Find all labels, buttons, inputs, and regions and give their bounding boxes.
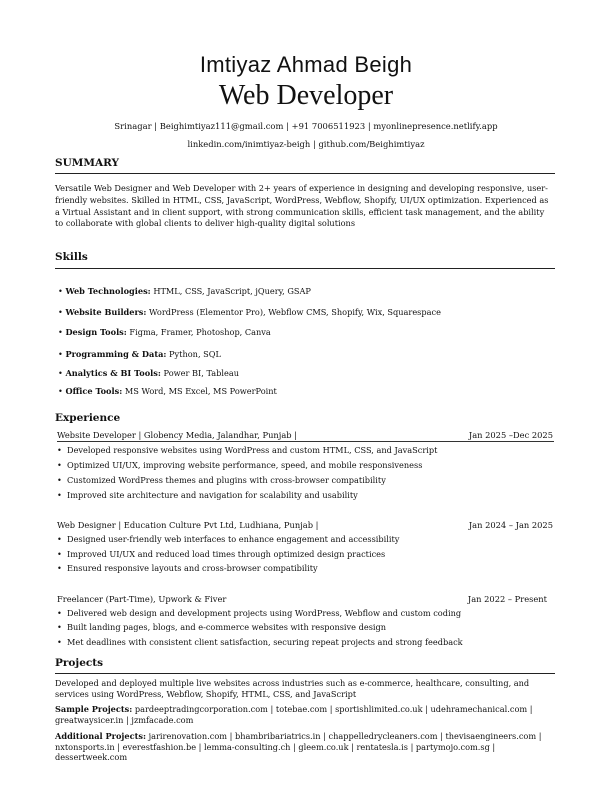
job-bullet-text: Optimized UI/UX, improving website performance, speed, and mobile responsiveness <box>67 460 423 470</box>
job-bullet-text: Delivered web design and development projects using WordPress, Webflow and custom coding <box>67 608 462 618</box>
sample-projects-line: pardeeptradingcorporation.com | totebae.com | sportishlimited.co.uk | udehramechanical.com | <box>132 704 533 714</box>
job-bullet-text: Customized WordPress themes and plugins with cross-browser compatibility <box>67 475 386 485</box>
job-bullet-text: Improved UI/UX and reduced load times through optimized design practices <box>67 549 386 559</box>
job-bullet: • Met deadlines with consistent client satisfaction, securing repeat projects and strong feedback <box>57 637 463 647</box>
job-bullet-text: Built landing pages, blogs, and e-commerce websites with responsive design <box>67 622 387 632</box>
skill-value: MS Word, MS Excel, MS PowerPoint <box>122 386 277 396</box>
skill-item: • Programming & Data: Python, SQL <box>58 349 221 359</box>
skills-divider <box>55 268 555 269</box>
skill-label: Programming & Data: <box>65 349 167 359</box>
skill-label: Office Tools: <box>65 386 123 396</box>
sample-projects <box>55 704 555 725</box>
candidate-name: Imtiyaz Ahmad Beigh <box>199 52 413 77</box>
contact-line-1: Srinagar | Beighimtiyaz111@gmail.com | +91 7006511923 | myonlinepresence.netlify.app <box>114 121 498 131</box>
skill-item: • Web Technologies: HTML, CSS, JavaScript, jQuery, GSAP <box>58 286 311 296</box>
summary-divider <box>55 173 555 174</box>
sample-projects-label: Sample Projects: <box>55 704 133 714</box>
skill-value: HTML, CSS, JavaScript, jQuery, GSAP <box>150 286 311 296</box>
job-bullet: • Improved site architecture and navigation for scalability and usability <box>57 490 358 500</box>
job-dates: Jan 2022 – Present <box>467 594 547 604</box>
job-bullet: • Developed responsive websites using WordPress and custom HTML, CSS, and JavaScript <box>57 445 438 455</box>
job-bullet: • Ensured responsive layouts and cross-browser compatibility <box>57 563 318 573</box>
additional-projects-line: dessertweek.com <box>55 752 128 762</box>
skill-value: WordPress (Elementor Pro), Webflow CMS, Shopify, Wix, Squarespace <box>146 307 441 317</box>
skill-item: • Office Tools: MS Word, MS Excel, MS PowerPoint <box>58 386 277 396</box>
projects-intro <box>55 678 555 699</box>
skill-value: Figma, Framer, Photoshop, Canva <box>126 327 271 337</box>
job-bullet: • Built landing pages, blogs, and e-commerce websites with responsive design <box>57 622 387 632</box>
contact-line-2: linkedin.com/inimtiyaz-beigh | github.com/Beighimtiyaz <box>187 139 425 149</box>
job-dates: Jan 2024 – Jan 2025 <box>468 520 553 530</box>
job-bullet: • Optimized UI/UX, improving website performance, speed, and mobile responsiveness <box>57 460 423 470</box>
skill-label: Design Tools: <box>65 327 127 337</box>
skill-value: Python, SQL <box>166 349 221 359</box>
job-bullet-text: Met deadlines with consistent client satisfaction, securing repeat projects and strong feedback <box>67 637 463 647</box>
job-bullet: • Improved UI/UX and reduced load times through optimized design practices <box>57 549 386 559</box>
summary-line: Versatile Web Designer and Web Developer with 2+ years of experience in designing and developing responsive, user- <box>55 183 548 193</box>
job-bullet-text: Developed responsive websites using WordPress and custom HTML, CSS, and JavaScript <box>67 445 438 455</box>
skill-item: • Website Builders: WordPress (Elementor Pro), Webflow CMS, Shopify, Wix, Squarespace <box>58 307 441 317</box>
job-divider <box>57 441 554 442</box>
job-bullet: • Customized WordPress themes and plugins with cross-browser compatibility <box>57 475 386 485</box>
skill-label: Website Builders: <box>65 307 147 317</box>
projects-intro-line: Developed and deployed multiple live websites across industries such as e-commerce, healthcare, consulting, and <box>55 678 530 688</box>
job-bullet: • Designed user-friendly web interfaces to enhance engagement and accessibility <box>57 534 400 544</box>
additional-projects-line: jarirenovation.com | bhambribariatrics.in | chappelledrycleaners.com | thevisaengineers.com | <box>146 731 542 741</box>
job-dates: Jan 2025 –Dec 2025 <box>468 430 553 440</box>
skill-label: Web Technologies: <box>65 286 151 296</box>
job-bullet-text: Designed user-friendly web interfaces to enhance engagement and accessibility <box>67 534 400 544</box>
job-title: Freelancer (Part-Time), Upwork & Fiver <box>57 594 227 604</box>
additional-projects-line: nxtonsports.in | everestfashion.be | lemma-consulting.ch | gleem.co.uk | rentatesla.is | partymojo.com.sg | <box>55 741 496 752</box>
projects-intro-line: services using WordPress, Webflow, Shopify, HTML, CSS, and JavaScript <box>55 688 357 699</box>
projects-divider <box>55 673 555 674</box>
sample-projects-line: greatwaysicer.in | jzmfacade.com <box>55 714 194 725</box>
skill-item: • Analytics & BI Tools: Power BI, Tableau <box>58 368 240 378</box>
projects-heading: Projects <box>55 657 104 669</box>
summary-text <box>55 183 557 230</box>
skill-item: • Design Tools: Figma, Framer, Photoshop, Canva <box>58 327 271 337</box>
skill-value: Power BI, Tableau <box>160 368 240 378</box>
skill-label: Analytics & BI Tools: <box>65 368 161 378</box>
summary-line: friendly websites. Skilled in HTML, CSS, JavaScript, WordPress, Webflow, Shopify, UI/UX optimization. Experienced as <box>55 194 549 205</box>
job-bullet-text: Improved site architecture and navigation for scalability and usability <box>67 490 358 500</box>
candidate-role: Web Developer <box>218 80 394 111</box>
experience-heading: Experience <box>55 412 121 424</box>
additional-projects-label: Additional Projects: <box>55 731 146 741</box>
job-bullet: • Delivered web design and development projects using WordPress, Webflow and custom coding <box>57 608 462 618</box>
additional-projects <box>55 731 555 763</box>
skills-heading: Skills <box>55 251 88 263</box>
job-bullet-text: Ensured responsive layouts and cross-browser compatibility <box>67 563 318 573</box>
job-title: Web Designer | Education Culture Pvt Ltd, Ludhiana, Punjab | <box>57 520 319 530</box>
job-title: Website Developer | Globency Media, Jalandhar, Punjab | <box>57 430 298 440</box>
summary-line: a Virtual Assistant and in client support, with strong communication skills, efficient task management, and the ability <box>55 206 545 217</box>
summary-heading: SUMMARY <box>55 157 120 169</box>
summary-line: to collaborate with global clients to deliver high-quality digital solutions <box>55 218 356 229</box>
